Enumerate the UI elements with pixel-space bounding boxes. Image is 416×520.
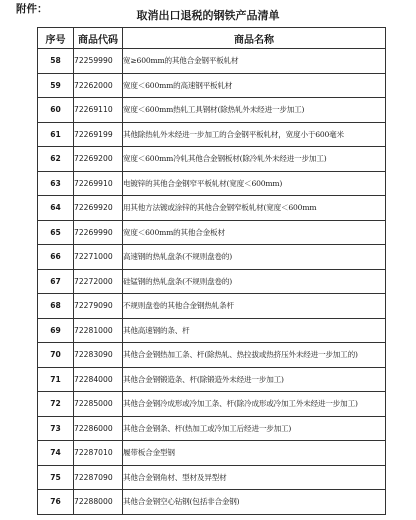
row-code: 72272000 xyxy=(74,269,123,294)
table-row xyxy=(38,49,386,74)
row-seq: 65 xyxy=(38,220,74,245)
row-name: 硅锰钢的热轧盘条(不规则盘卷的) xyxy=(123,269,386,294)
row-code: 72283090 xyxy=(74,343,123,368)
attachment-label: 附件： xyxy=(16,3,48,15)
row-code: 72259990 xyxy=(74,49,123,74)
header-seq: 序号 xyxy=(38,28,74,49)
table-row xyxy=(38,416,386,441)
header-name: 商品名称 xyxy=(123,28,386,49)
row-code: 72281000 xyxy=(74,318,123,343)
row-name: 其他合金钢热加工条、杆(除热轧、热拉拔或热挤压外未经进一步加工的) xyxy=(123,343,386,368)
row-seq: 71 xyxy=(38,367,74,392)
row-code: 72271000 xyxy=(74,245,123,270)
row-seq: 61 xyxy=(38,122,74,147)
row-code: 72286000 xyxy=(74,416,123,441)
table-row xyxy=(38,269,386,294)
row-code: 72269910 xyxy=(74,171,123,196)
row-seq: 72 xyxy=(38,392,74,417)
row-name: 其他高速钢的条、杆 xyxy=(123,318,386,343)
row-code: 72287010 xyxy=(74,441,123,466)
row-name: 电镀锌的其他合金钢窄平板轧材(宽度＜600mm) xyxy=(123,171,386,196)
row-seq: 75 xyxy=(38,465,74,490)
row-name: 宽度＜600mm的高速钢平板轧材 xyxy=(123,73,386,98)
row-seq: 70 xyxy=(38,343,74,368)
table-row xyxy=(38,490,386,515)
row-seq: 76 xyxy=(38,490,74,515)
row-name: 用其他方法镀或涂锌的其他合金钢窄板轧材(宽度＜600mm xyxy=(123,196,386,221)
row-code: 72284000 xyxy=(74,367,123,392)
row-name: 履带板合金型钢 xyxy=(123,441,386,466)
table-row xyxy=(38,122,386,147)
row-seq: 62 xyxy=(38,147,74,172)
row-code: 72269990 xyxy=(74,220,123,245)
table-row xyxy=(38,294,386,319)
table-row xyxy=(38,196,386,221)
steel-products-table xyxy=(37,27,386,515)
row-seq: 60 xyxy=(38,98,74,123)
table-row xyxy=(38,392,386,417)
row-name: 其他除热轧外未经进一步加工的合金钢平板轧材，宽度小于600毫米 xyxy=(123,122,386,147)
document-title: 取消出口退税的钢铁产品清单 xyxy=(136,9,280,22)
row-name: 其他合金钢条、杆(热加工或冷加工后经进一步加工) xyxy=(123,416,386,441)
table-header-row xyxy=(38,28,386,49)
row-code: 72288000 xyxy=(74,490,123,515)
row-name: 其他合金钢角材、型材及异型材 xyxy=(123,465,386,490)
table-row xyxy=(38,441,386,466)
row-code: 72285000 xyxy=(74,392,123,417)
table-row xyxy=(38,73,386,98)
row-seq: 73 xyxy=(38,416,74,441)
row-seq: 67 xyxy=(38,269,74,294)
row-seq: 68 xyxy=(38,294,74,319)
row-code: 72279090 xyxy=(74,294,123,319)
row-seq: 59 xyxy=(38,73,74,98)
table-row xyxy=(38,465,386,490)
row-name: 宽≥600mm的其他合金钢平板轧材 xyxy=(123,49,386,74)
row-name: 宽度＜600mm的其他合金板材 xyxy=(123,220,386,245)
row-seq: 64 xyxy=(38,196,74,221)
row-name: 宽度＜600mm冷轧其他合金钢板材(除冷轧外未经进一步加工) xyxy=(123,147,386,172)
table-body xyxy=(38,49,386,515)
row-name: 其他合金钢空心钻钢(包括非合金钢) xyxy=(123,490,386,515)
row-seq: 58 xyxy=(38,49,74,74)
row-code: 72269110 xyxy=(74,98,123,123)
table-row xyxy=(38,318,386,343)
row-name: 其他合金钢冷成形或冷加工条、杆(除冷成形或冷加工外未经进一步加工) xyxy=(123,392,386,417)
row-code: 72269200 xyxy=(74,147,123,172)
row-seq: 74 xyxy=(38,441,74,466)
table-row xyxy=(38,220,386,245)
row-name: 宽度＜600mm热轧工具钢材(除热轧外未经进一步加工) xyxy=(123,98,386,123)
table-row xyxy=(38,245,386,270)
row-seq: 69 xyxy=(38,318,74,343)
row-name: 高速钢的热轧盘条(不规则盘卷的) xyxy=(123,245,386,270)
header-code: 商品代码 xyxy=(74,28,123,49)
row-code: 72269199 xyxy=(74,122,123,147)
table-row xyxy=(38,367,386,392)
row-seq: 66 xyxy=(38,245,74,270)
table-row xyxy=(38,343,386,368)
table-row xyxy=(38,171,386,196)
row-name: 不规则盘卷的其他合金钢热轧条杆 xyxy=(123,294,386,319)
row-code: 72269920 xyxy=(74,196,123,221)
table-row xyxy=(38,98,386,123)
row-seq: 63 xyxy=(38,171,74,196)
table-row xyxy=(38,147,386,172)
row-code: 72262000 xyxy=(74,73,123,98)
row-code: 72287090 xyxy=(74,465,123,490)
row-name: 其他合金钢锻造条、杆(除锻造外未经进一步加工) xyxy=(123,367,386,392)
